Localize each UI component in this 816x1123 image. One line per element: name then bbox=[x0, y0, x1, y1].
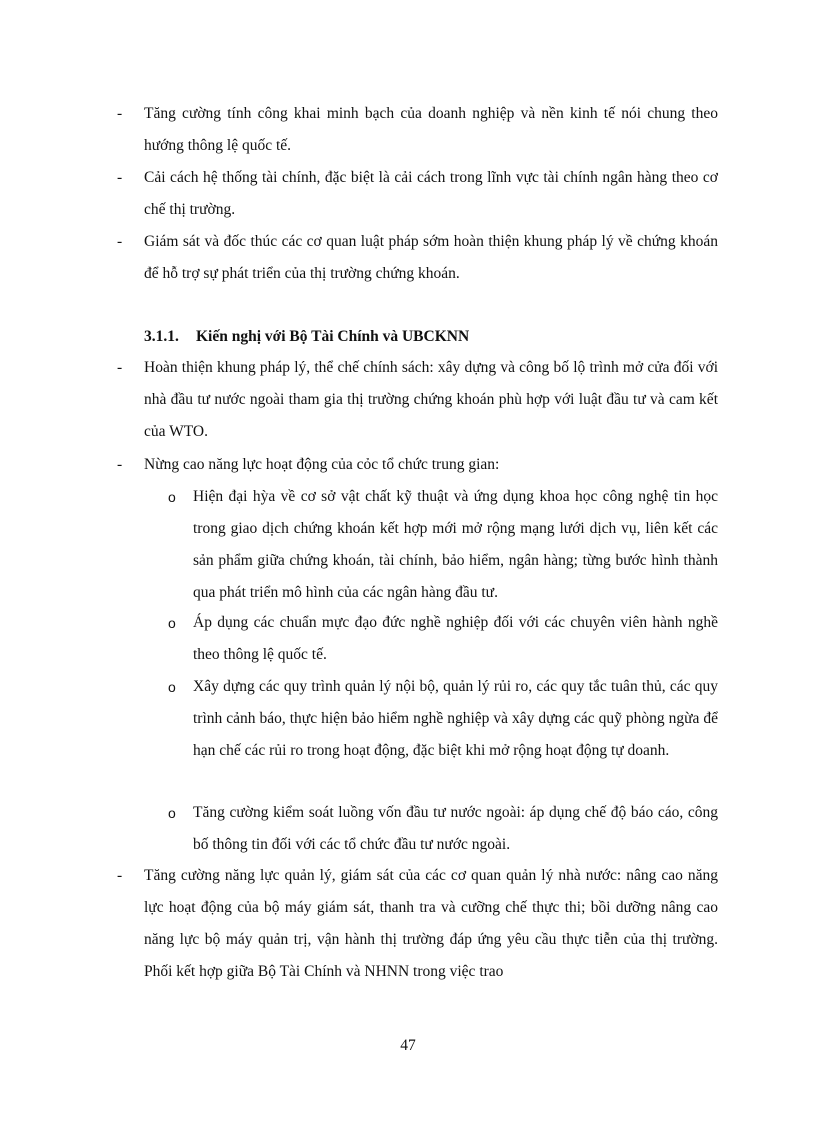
bullet-dash: - bbox=[117, 233, 123, 250]
bullet-text: Nừng cao năng lực hoạt động của cỏc tổ chức trung gian: bbox=[144, 456, 500, 473]
bullet-text: Hoàn thiện khung pháp lý, thể chế chính sách: xây dựng và công bố lộ trình mở cửa đối với nhà đầu tư nước ngoài tham gia thị trường chứng khoán phù hợp với luật đầu tư và cam kết của WTO. bbox=[144, 359, 718, 440]
bullet-text: Tăng cường tính công khai minh bạch của doanh nghiệp và nền kinh tế nói chung theo hướng thông lệ quốc tế. bbox=[144, 105, 718, 154]
sub-bullet-text: Xây dựng các quy trình quản lý nội bộ, quản lý rủi ro, các quy tắc tuân thủ, các quy trình cảnh báo, thực hiện bảo hiểm nghề nghiệp và xây dựng các quỹ phòng ngừa để hạn chế các rủi ro trong hoạt động, đặc biệt khi mở rộng hoạt động tự doanh. bbox=[193, 678, 718, 759]
bullet-text: Tăng cường năng lực quản lý, giám sát của các cơ quan quản lý nhà nước: nâng cao năng lực hoạt động của bộ máy giám sát, thanh tra và cưỡng chế thực thi; bồi dưỡng nâng cao năng lực bộ máy quản trị, vận hành thị trường đáp ứng yêu cầu thực tiễn của thị trường. Phối kết hợp giữa Bộ Tài Chính và NHNN trong việc trao bbox=[144, 867, 718, 980]
bullet-dash: - bbox=[117, 456, 123, 473]
sub-bullet-circle: o bbox=[168, 679, 176, 695]
bullet-text: Giám sát và đốc thúc các cơ quan luật pháp sớm hoàn thiện khung pháp lý về chứng khoán để hỗ trợ sự phát triển của thị trường chứng khoán. bbox=[144, 233, 718, 282]
section-title: Kiến nghị với Bộ Tài Chính và UBCKNN bbox=[196, 328, 470, 345]
bullet-dash: - bbox=[117, 867, 123, 884]
section-heading bbox=[144, 321, 469, 353]
sub-bullet-circle: o bbox=[168, 805, 176, 821]
bullet-dash: - bbox=[117, 169, 123, 186]
bullet-dash: - bbox=[117, 359, 123, 376]
sub-bullet-text: Tăng cường kiểm soát luồng vốn đầu tư nước ngoài: áp dụng chế độ báo cáo, công bố thông tin đối với các tổ chức đầu tư nước ngoài. bbox=[193, 804, 718, 853]
sub-bullet-text: Áp dụng các chuẩn mực đạo đức nghề nghiệp đối với các chuyên viên hành nghề theo thông lệ quốc tế. bbox=[193, 614, 718, 663]
bullet-dash: - bbox=[117, 105, 123, 122]
sub-bullet-text: Hiện đại hỳa về cơ sở vật chất kỹ thuật và ứng dụng khoa học công nghệ tin học trong giao dịch chứng khoán kết hợp mới mở rộng mạng lưới dịch vụ, liên kết các sản phẩm giữa chứng khoán, tài chính, bảo hiểm, ngân hàng; từng bước hình thành qua phát triển mô hình của các ngân hàng đầu tư. bbox=[193, 488, 718, 601]
sub-bullet-circle: o bbox=[168, 489, 176, 505]
bullet-text: Cải cách hệ thống tài chính, đặc biệt là cải cách trong lĩnh vực tài chính ngân hàng theo cơ chế thị trường. bbox=[144, 169, 718, 218]
section-number: 3.1.1. bbox=[144, 328, 179, 345]
sub-bullet-circle: o bbox=[168, 615, 176, 631]
page-number: 47 bbox=[400, 1037, 416, 1054]
